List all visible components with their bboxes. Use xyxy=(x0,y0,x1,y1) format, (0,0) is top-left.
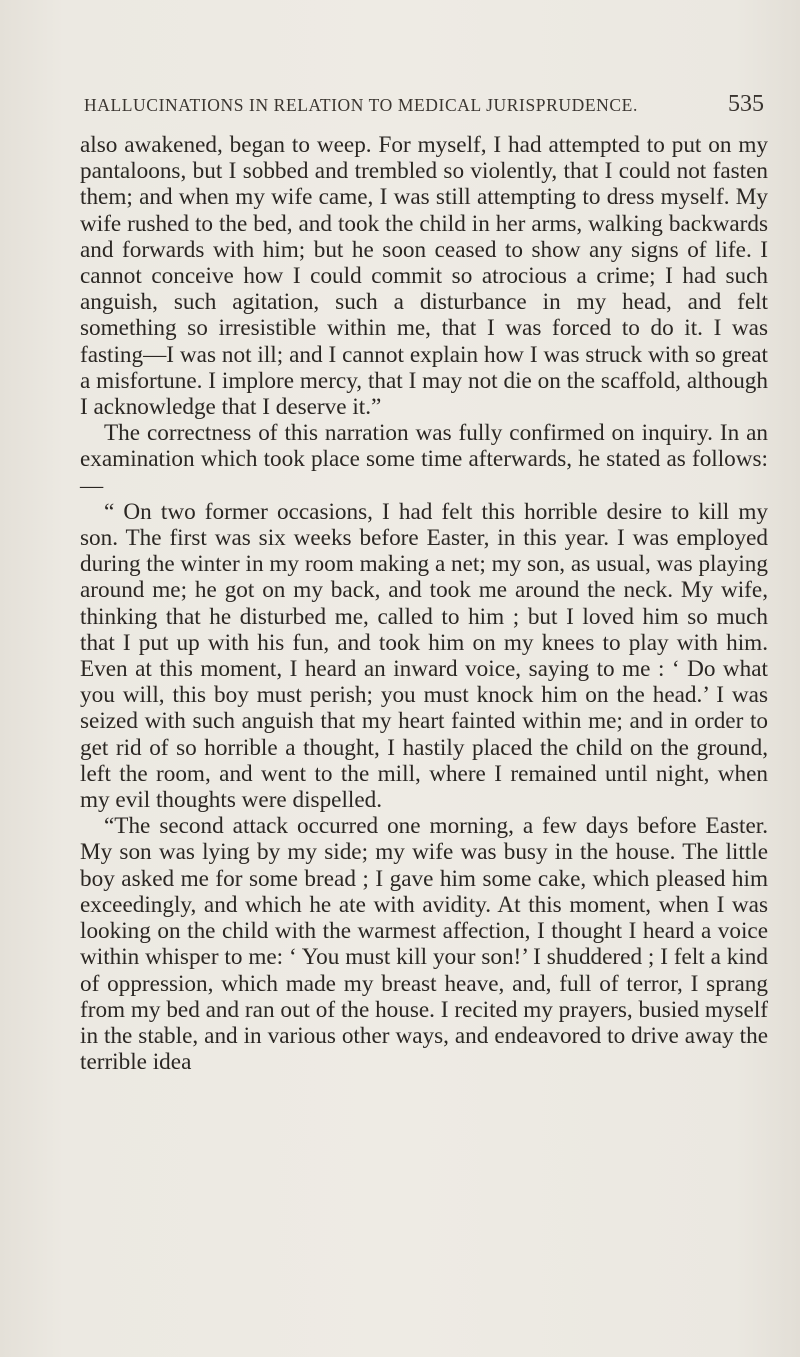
page-number: 535 xyxy=(728,91,764,117)
running-title: HALLUCINATIONS IN RELATION TO MEDICAL JURISPRUDENCE. xyxy=(84,95,638,115)
paragraph: “The second attack occurred one morning, a few days before Easter. My son was lying by my side; my wife was busy in the house. The little boy asked me for some bread ; I gave him some cake, which pleased him exceedingly, and which he ate with avidity. At this moment, when I was looking on the child with the warmest affection, I thought I heard a voice within whisper to me: ‘ You must kill your son!’ I shuddered ; I felt a kind of oppression, which made my breast heave, and, full of terror, I sprang from my bed and ran out of the house. I recited my prayers, busied myself in the stable, and in various other ways, and endeavored to drive away the terrible idea xyxy=(80,813,768,1076)
running-header xyxy=(84,91,764,118)
paragraph-continued: also awakened, began to weep. For myself, I had attempted to put on my pantaloons, but I sobbed and trembled so violently, that I could not fasten them; and when my wife came, I was still attempting to dress myself. My wife rushed to the bed, and took the child in her arms, walking backwards and forwards with him; but he soon ceased to show any signs of life. I cannot conceive how I could commit so atrocious a crime; I had such anguish, such agitation, such a disturbance in my head, and felt something so irresistible within me, that I was forced to do it. I was fasting—I was not ill; and I cannot explain how I was struck with so great a misfortune. I implore mercy, that I may not die on the scaffold, although I acknowledge that I deserve it.” xyxy=(80,132,768,421)
paragraph: “ On two former occasions, I had felt this horrible desire to kill my son. The first was six weeks before Easter, in this year. I was employed during the winter in my room making a net; my son, as usual, was playing around me; he got on my back, and took me around the neck. My wife, thinking that he disturbed me, called to him ; but I loved him so much that I put up with his fun, and took him on my knees to play with him. Even at this moment, I heard an inward voice, saying to me : ‘ Do what you will, this boy must perish; you must knock him on the head.’ I was seized with such anguish that my heart fainted within me; and in order to get rid of so horrible a thought, I hastily placed the child on the ground, left the room, and went to the mill, where I remained until night, when my evil thoughts were dispelled. xyxy=(80,498,768,814)
paragraph: The correctness of this narration was fully confirmed on inquiry. In an examination which took place some time afterwards, he stated as follows:— xyxy=(80,420,768,499)
body-text xyxy=(80,132,768,1075)
